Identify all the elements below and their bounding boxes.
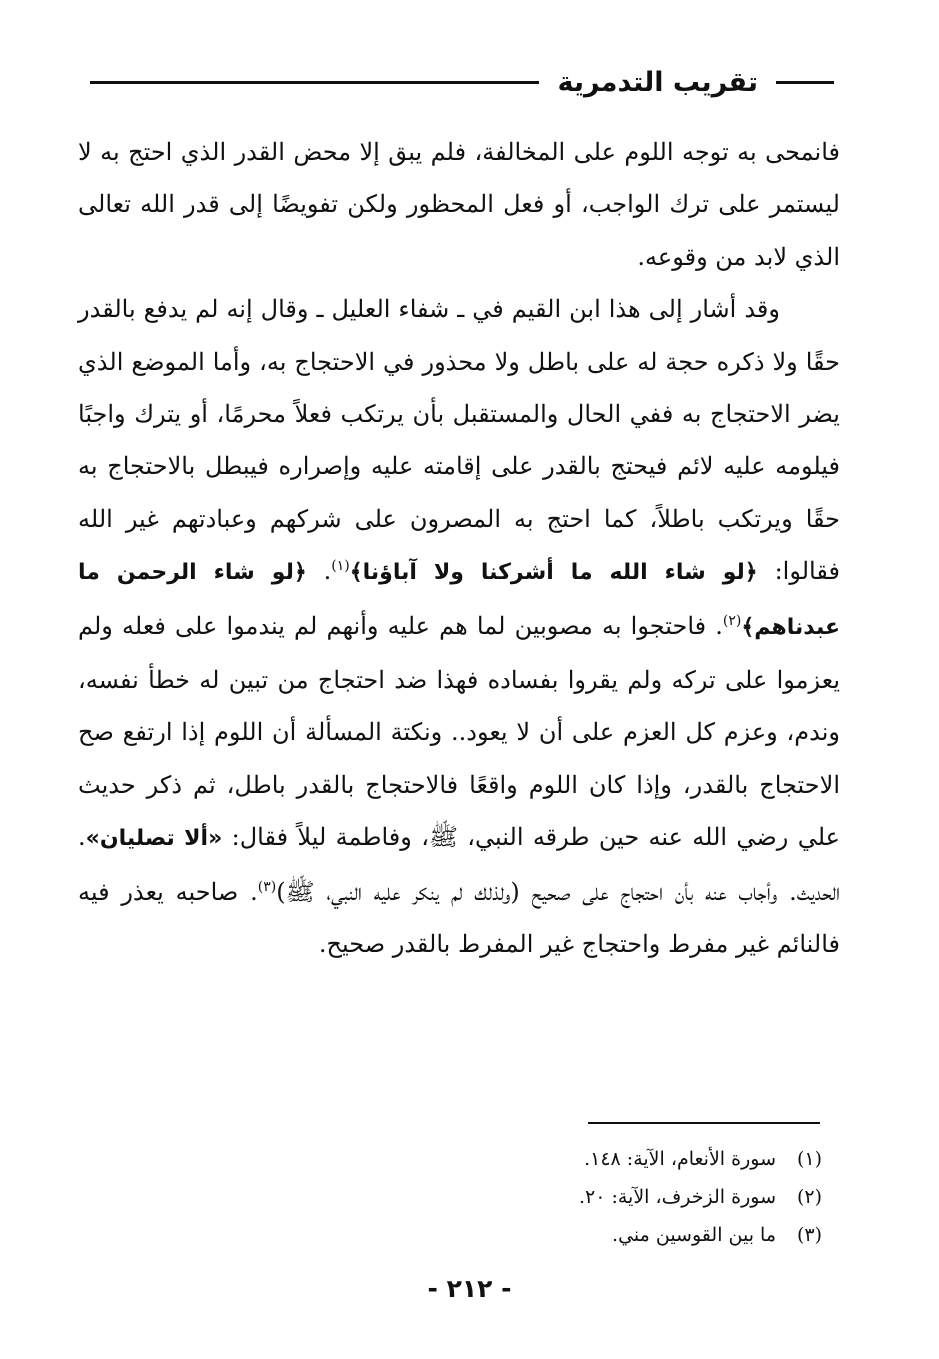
paragraph-1: فانمحى به توجه اللوم على المخالفة، فلم يبق إلا محض القدر الذي احتج به لا ليستمر على ترك الواجب، أو فعل المحظور ولكن تفويضًا إلى قدر الله تعالى الذي لابد من وقوعه. [78,138,840,271]
footnote-text: سورة الأنعام، الآية: ١٤٨. [584,1148,776,1170]
footnotes [420,1140,822,1254]
footnote-marker-2: (٢) [722,612,742,629]
footnote-text: سورة الزخرف، الآية: ٢٠. [578,1186,776,1208]
hadith-quote: «ألا تصليان» [85,826,223,852]
footnote-separator [588,1122,820,1124]
paragraph-2-text-a: وقد أشار إلى هذا ابن القيم في ـ شفاء العليل ـ وقال إنه لم يدفع بالقدر حقًا ولا ذكره حجة له على باطل ولا محذور في الاحتجاج به، وأما الموضع الذي يضر الاحتجاج به ففي الحال والمستقبل بأن يرتكب فعلاً محرمًا، أو يترك واجبًا فيلومه عليه لائم فيحتج بالقدر على إقامته عليه وإصراره فيبطل بالاحتجاج به حقًا ويرتكب باطلاً، كما احتج به المصرون على شركهم وعبادتهم غير الله فقالوا: [78,295,841,586]
header-rule-left [90,81,539,84]
header-rule-right [776,81,834,84]
footnote-1 [420,1140,822,1178]
footnote-number: (١) [796,1148,822,1170]
main-text [78,126,840,971]
page-number: - ٢١٢ - [427,1274,512,1303]
footnote-marker-1: (١) [331,558,350,575]
quran-quote-2: ﴿لو شاء الرحمن ما عبدناهم﴾ [78,560,840,640]
footnote-2 [420,1178,822,1216]
paragraph-2-text-c: . فاحتجوا به مصوبين لما هم عليه وأنهم لم يندموا على فعله ولم يعزموا على تركه ولم يقروا بفساده فهذا ضد احتجاج من تبين له خطأ نفسه، وندم، وعزم كل العزم على أن لا يعود.. ونكتة المسألة أن اللوم إذا ارتفع صح الاحتجاج بالقدر، وإذا كان اللوم واقعًا فالاحتجاج بالقدر باطل، ثم ذكر حديث علي رضي الله عنه حين طرقه النبي، ﷺ، وفاطمة ليلاً فقال: [78,611,840,852]
footnote-number: (٣) [796,1224,822,1246]
footnote-3 [420,1216,822,1254]
paragraph-2 [78,283,840,970]
quran-quote-1: ﴿لو شاء الله ما أشركنا ولا آباؤنا﴾ [349,560,758,586]
footnote-number: (٢) [796,1186,822,1208]
paragraph-2-text-b: . [323,557,332,586]
footnote-marker-3: (٣) [257,878,277,895]
running-header [90,62,834,102]
paragraph-2-text-d: . الحديث. وأجاب عنه بأن احتجاج على صحيح (ولذلك لم ينكر عليه النبي، ﷺ) [78,823,840,906]
footnote-text: ما بين القوسين مني. [612,1224,776,1246]
header-title: تقريب التدمرية [557,66,758,98]
paragraph-2-text-e: . صاحبه يعذر فيه فالنائم غير مفرط واحتجاج غير المفرط بالقدر صحيح. [78,877,840,959]
